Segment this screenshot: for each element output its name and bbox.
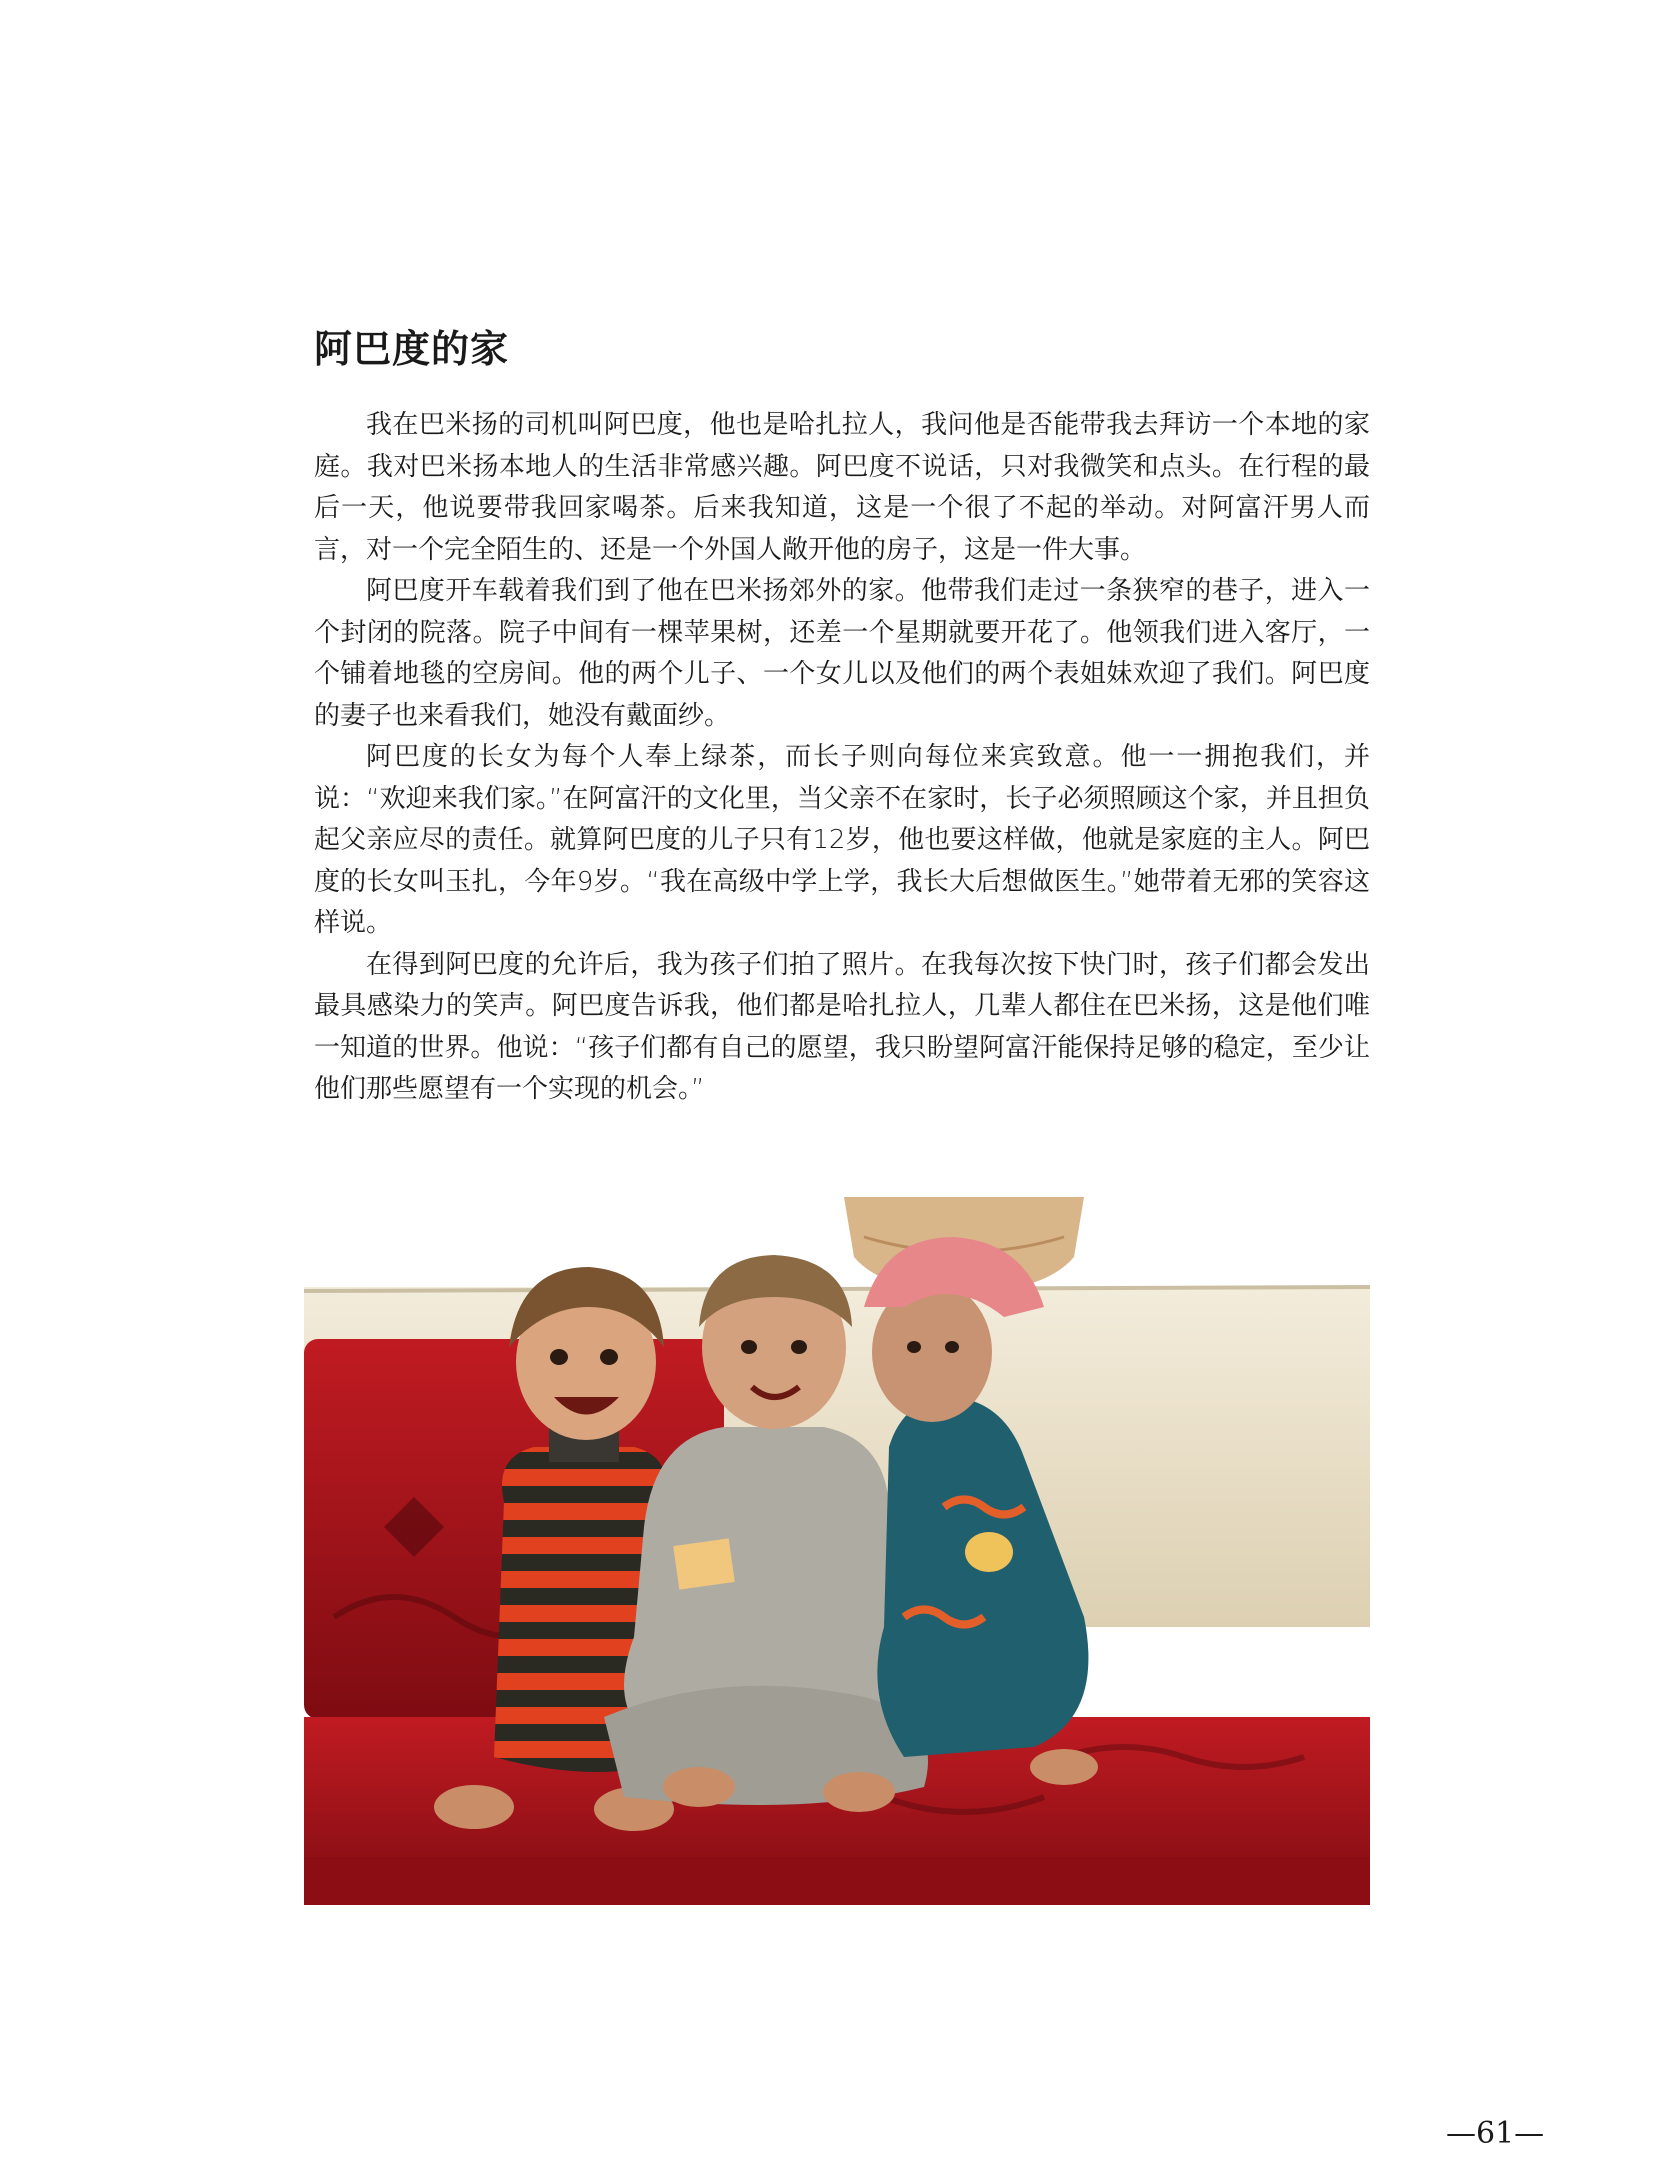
paragraph: 阿巴度开车载着我们到了他在巴米扬郊外的家。他带我们走过一条狭窄的巷子，进入一个封闭的院落。院子中间有一棵苹果树，还差一个星期就要开花了。他领我们进入客厅，一个铺着地毯的空房间。他的两个儿子、一个女儿以及他们的两个表姐妹欢迎了我们。阿巴度的妻子也来看我们，她没有戴面纱。 (314, 576, 1370, 731)
paragraph: 我在巴米扬的司机叫阿巴度，他也是哈扎拉人，我问他是否能带我去拜访一个本地的家庭。我对巴米扬本地人的生活非常感兴趣。阿巴度不说话，只对我微笑和点头。在行程的最后一天，他说要带我回家喝茶。后来我知道，这是一个很了不起的举动。对阿富汗男人而言，对一个完全陌生的、还是一个外国人敞开他的房子，这是一件大事。 (314, 410, 1370, 565)
page-number: —61— (1446, 2116, 1545, 2151)
children-photo (304, 1197, 1370, 1905)
paragraph: 在得到阿巴度的允许后，我为孩子们拍了照片。在我每次按下快门时，孩子们都会发出最具感染力的笑声。阿巴度告诉我，他们都是哈扎拉人，几辈人都住在巴米扬，这是他们唯一知道的世界。他说：“孩子们都有自己的愿望，我只盼望阿富汗能保持足够的稳定，至少让他们那些愿望有一个实现的机会。” (314, 949, 1370, 1104)
paragraph: 阿巴度的长女为每个人奉上绿茶，而长子则向每位来宾致意。他一一拥抱我们，并说：“欢迎来我们家。”在阿富汗的文化里，当父亲不在家时，长子必须照顾这个家，并且担负起父亲应尽的责任。就算阿巴度的儿子只有12岁，他也要这样做，他就是家庭的主人。阿巴度的长女叫玉扎，今年9岁。“我在高级中学上学，我长大后想做医生。”她带着无邪的笑容这样说。 (314, 742, 1370, 938)
section-title: 阿巴度的家 (314, 327, 510, 371)
article-body (314, 405, 1370, 1111)
